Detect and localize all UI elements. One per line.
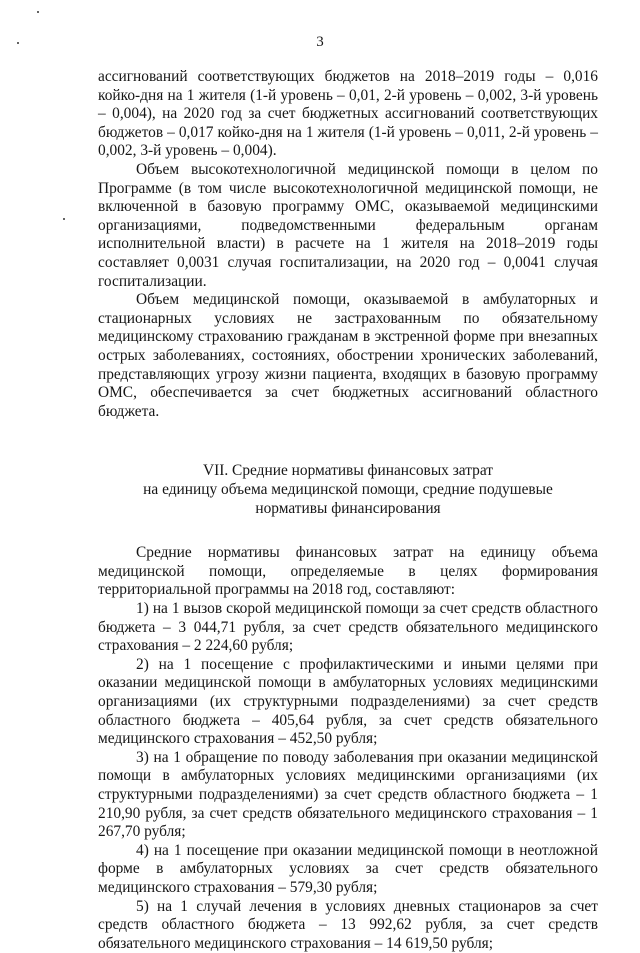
scan-speck (37, 11, 39, 13)
scan-speck (63, 218, 65, 220)
list-item: 2) на 1 посещение с профилактическими и иными целями при оказании медицинской помощи в амбулаторных условиях медицинскими организациями (их структурными подразделениями) за счет средств областного бюджета – 405,64 рубля, за счет средств обязательного медицинского страхования – 452,50 рубля; (98, 655, 598, 748)
section-heading-line: нормативы финансирования (255, 500, 441, 518)
paragraph: Объем высокотехнологичной медицинской помощи в целом по Программе (в том числе высокотехнологичной медицинской помощи, не включенной в базовую программу ОМС, оказываемой медицинскими организациями, подведомственными федеральным органам исполнительной власти) в расчете на 1 жителя на 2018–2019 годы составляет 0,0031 случая госпитализации, на 2020 год – 0,0041 случая госпитализации. (98, 160, 598, 290)
list-item: 3) на 1 обращение по поводу заболевания при оказании медицинской помощи в амбулаторных условиях медицинскими организациями (их структурными подразделениями) за счет средств областного бюджета – 1 210,90 рубля, за счет средств обязательного медицинского страхования – 1 267,70 рубля; (98, 748, 598, 841)
list-item: 5) на 1 случай лечения в условиях дневных стационаров за счет средств областного бюджета – 13 992,62 рубля, за счет средств обязательного медицинского страхования – 14 619,50 рубля; (98, 897, 598, 952)
list-item: 1) на 1 вызов скорой медицинской помощи за счет средств областного бюджета – 3 044,71 рубля, за счет средств обязательного медицинского страхования – 2 224,60 рубля; (98, 600, 598, 655)
page-number: 3 (316, 34, 324, 50)
section-heading-line: на единицу объема медицинской помощи, средние подушевые (143, 481, 553, 499)
section-heading-line: VII. Средние нормативы финансовых затрат (203, 462, 493, 480)
list-item: 4) на 1 посещение при оказании медицинской помощи в неотложной форме в амбулаторных условиях за счет средств обязательного медицинского страхования – 579,30 рубля; (98, 841, 598, 896)
paragraph: ассигнований соответствующих бюджетов на 2018–2019 годы – 0,016 койко-дня на 1 жителя (1-й уровень – 0,01, 2-й уровень – 0,002, 3-й уровень – 0,004), на 2020 год за счет бюджетных ассигнований соответствующих бюджетов – 0,017 койко-дня на 1 жителя (1-й уровень – 0,011, 2-й уровень – 0,002, 3-й уровень – 0,004). (98, 68, 598, 160)
document-body (98, 68, 598, 953)
paragraph: Объем медицинской помощи, оказываемой в амбулаторных и стационарных условиях не застрахованным по обязательному медицинскому страхованию гражданам в экстренной форме при внезапных острых заболеваниях, состояниях, обострении хронических заболеваний, представляющих угрозу жизни пациента, входящих в базовую программу ОМС, обеспечивается за счет бюджетных ассигнований областного бюджета. (98, 291, 598, 420)
intro-paragraph: Средние нормативы финансовых затрат на единицу объема медицинской помощи, определяемые в целях формирования территориальной программы на 2018 год, составляют: (98, 544, 598, 599)
section-heading (98, 461, 598, 518)
